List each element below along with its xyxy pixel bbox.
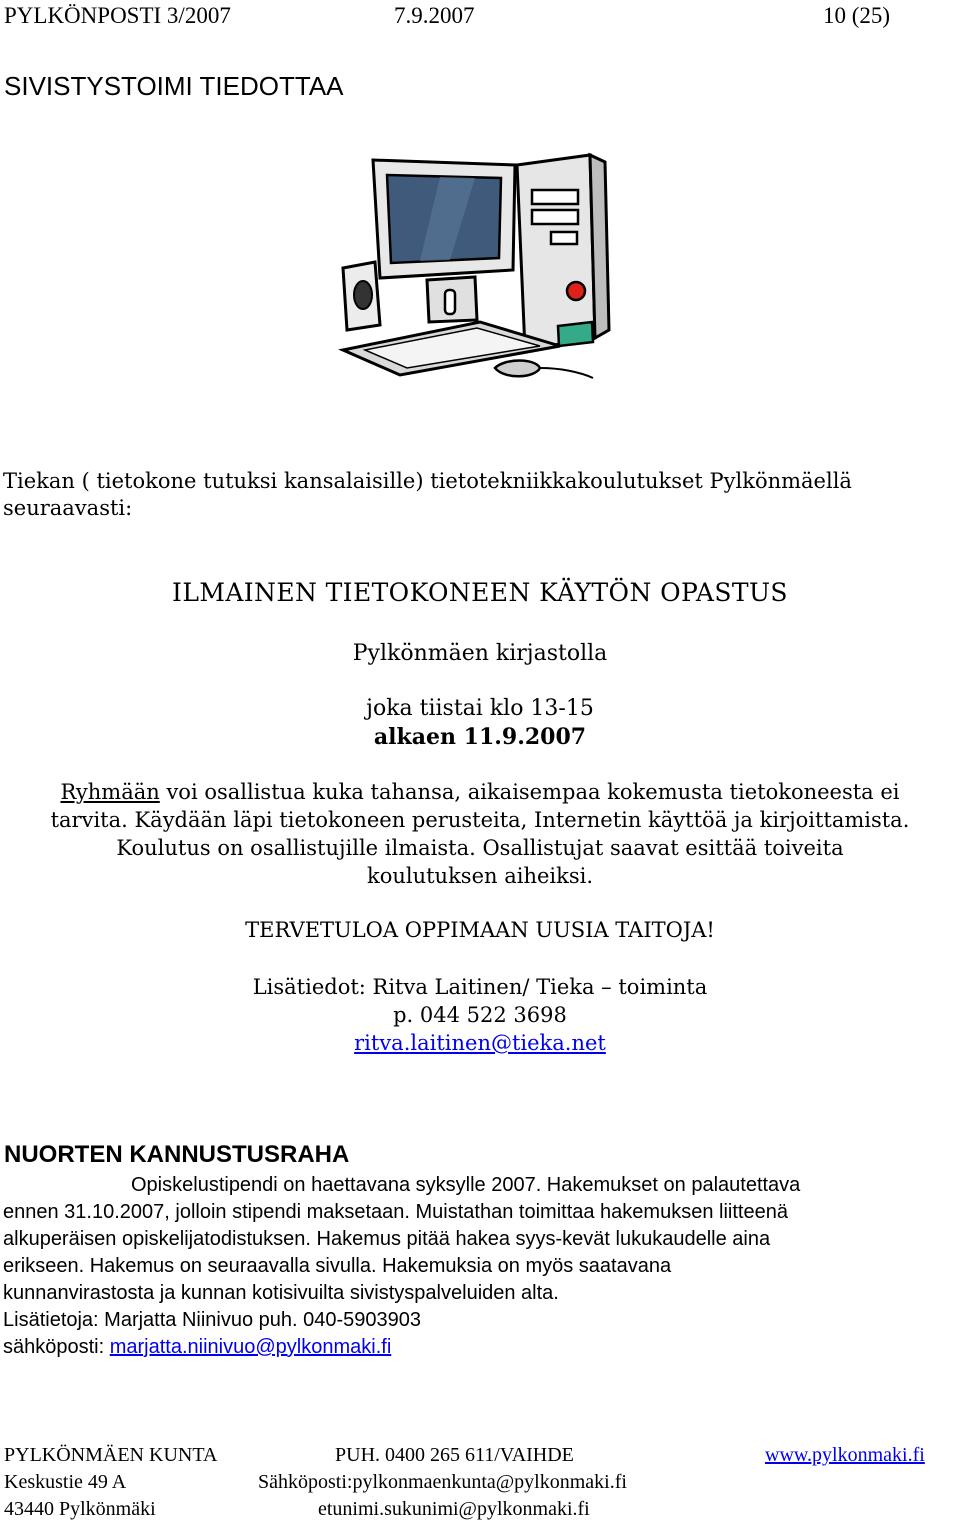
- header-publication: PYLKÖNPOSTI 3/2007: [4, 3, 231, 28]
- footer-email-main: Sähköposti:pylkonmaenkunta@pylkonmaki.fi: [258, 1471, 627, 1493]
- computer-icon: [325, 150, 625, 385]
- kannustusraha-email-link[interactable]: marjatta.niinivuo@pylkonmaki.fi: [109, 1336, 392, 1358]
- tieka-intro-line2: seuraavasti:: [3, 496, 133, 520]
- tieka-intro-line1: Tiekan ( tietokone tutuksi kansalaisille) tietotekniikkakoulutukset Pylkönmäellä: [3, 469, 852, 493]
- kannustusraha-line5: kunnanvirastosta ja kunnan kotisivuilta sivistyspalveluiden alta.: [3, 1282, 559, 1304]
- tieka-location: Pylkönmäen kirjastolla: [352, 641, 608, 666]
- tieka-email-row: [0, 1031, 960, 1055]
- footer-email-pattern: etunimi.sukunimi@pylkonmaki.fi: [318, 1498, 590, 1520]
- tieka-description-line4: koulutuksen aiheiksi.: [366, 864, 594, 888]
- kannustusraha-heading: NUORTEN KANNUSTUSRAHA: [4, 1141, 350, 1168]
- footer-postal: 43440 Pylkönmäki: [4, 1498, 156, 1520]
- footer-website-link[interactable]: www.pylkonmaki.fi: [765, 1444, 925, 1466]
- tieka-heading: ILMAINEN TIETOKONEEN KÄYTÖN OPASTUS: [172, 578, 788, 607]
- tieka-description-line3: Koulutus on osallistujille ilmaista. Osallistujat saavat esittää toiveita: [116, 836, 844, 860]
- header-date: 7.9.2007: [394, 3, 475, 28]
- kannustusraha-line2: ennen 31.10.2007, jolloin stipendi maksetaan. Muistathan toimittaa hakemuksen liitteenä: [3, 1201, 788, 1223]
- kannustusraha-line4: erikseen. Hakemus on seuraavalla sivulla. Hakemuksia on myös saatavana: [3, 1255, 672, 1277]
- tieka-start-date: alkaen 11.9.2007: [373, 724, 587, 750]
- kannustusraha-line1: Opiskelustipendi on haettavana syksylle 2007. Hakemukset on palautettava: [131, 1174, 801, 1196]
- kannustusraha-email-row: [3, 1336, 391, 1359]
- tieka-description-line1: [0, 780, 960, 804]
- kannustusraha-line6: Lisätietoja: Marjatta Niinivuo puh. 040-5903903: [3, 1309, 422, 1331]
- header-page: 10 (25): [823, 3, 891, 28]
- footer-phone: PUH. 0400 265 611/VAIHDE: [335, 1444, 574, 1466]
- footer-street: Keskustie 49 A: [4, 1471, 127, 1493]
- tieka-welcome: TERVETULOA OPPIMAAN UUSIA TAITOJA!: [245, 918, 715, 942]
- mouse: [495, 361, 593, 379]
- speaker: [343, 262, 380, 330]
- tieka-phone: p. 044 522 3698: [393, 1003, 567, 1027]
- tieka-contact: Lisätiedot: Ritva Laitinen/ Tieka – toiminta: [252, 975, 708, 999]
- tieka-email-link[interactable]: ritva.laitinen@tieka.net: [354, 1031, 606, 1055]
- section-title: SIVISTYSTOIMI TIEDOTTAA: [4, 71, 344, 101]
- kannustusraha-email-label: sähköposti:: [3, 1336, 110, 1358]
- tower-case: [517, 155, 609, 350]
- footer-org: PYLKÖNMÄEN KUNTA: [4, 1444, 218, 1466]
- monitor: [373, 160, 515, 322]
- kannustusraha-line3: alkuperäisen opiskelijatodistuksen. Hakemus pitää hakea syys-kevät lukukaudelle aina: [3, 1228, 771, 1250]
- tieka-description-underlined-word: Ryhmään: [60, 780, 160, 804]
- tieka-description-line1-rest: voi osallistua kuka tahansa, aikaisempaa kokemusta tietokoneesta ei: [159, 780, 900, 804]
- tieka-description-line2: tarvita. Käydään läpi tietokoneen perusteita, Internetin käyttöä ja kirjoittamista.: [50, 808, 910, 832]
- tieka-schedule: joka tiistai klo 13-15: [366, 696, 594, 721]
